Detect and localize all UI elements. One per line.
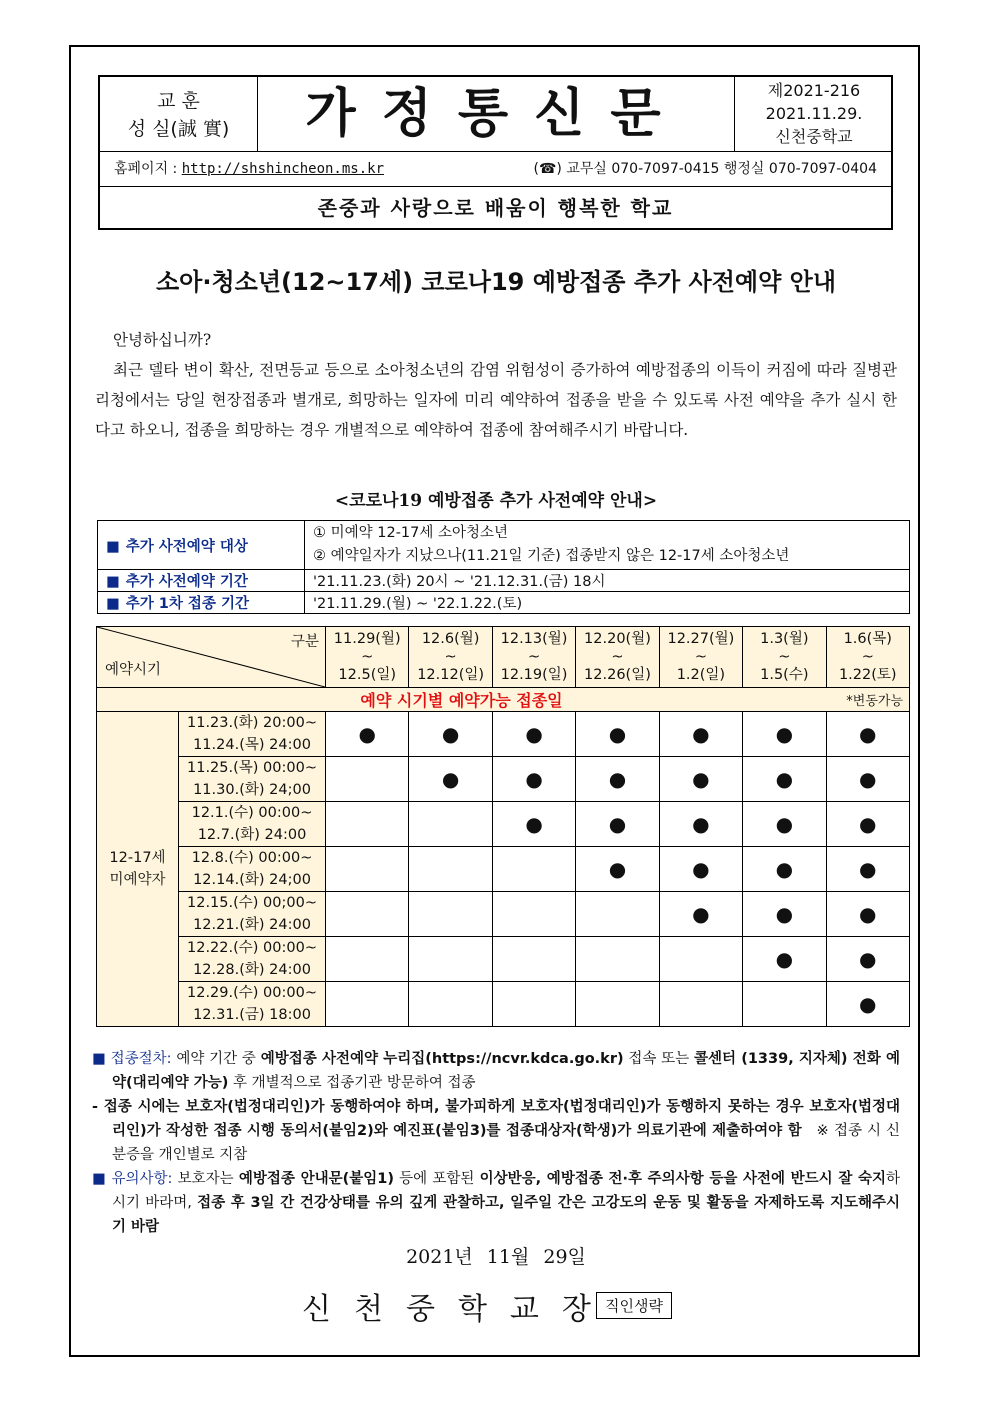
period-to: 12.7.(화) 24:00 bbox=[197, 827, 307, 843]
period-from: 11.25.(목) 00:00~ bbox=[187, 760, 317, 776]
table-row bbox=[97, 802, 910, 847]
period-to: 12.14.(화) 24;00 bbox=[193, 872, 311, 888]
available-dot-icon: ● bbox=[608, 722, 627, 746]
table-row bbox=[97, 757, 910, 802]
phone-numbers: (☎) 교무실 070-7097-0415 행정실 070-7097-0404 bbox=[533, 161, 877, 177]
row-header-label: 예약시기 bbox=[105, 662, 162, 678]
column-from: 12.20(월) bbox=[584, 631, 651, 647]
available-dot-icon: ● bbox=[525, 812, 543, 836]
available-dot-icon: ● bbox=[775, 947, 794, 971]
available-dot-icon: ● bbox=[692, 812, 710, 836]
column-tilde: ~ bbox=[861, 649, 874, 665]
availability-cell bbox=[826, 802, 909, 847]
column-from: 1.3(월) bbox=[760, 631, 809, 647]
period-from: 12.29.(수) 00:00~ bbox=[187, 985, 317, 1001]
document-title: 가정통신문 bbox=[305, 83, 687, 144]
availability-cell bbox=[659, 847, 742, 892]
availability-cell bbox=[409, 802, 492, 847]
available-dot-icon: ● bbox=[692, 722, 710, 746]
period-from: 12.8.(수) 00:00~ bbox=[191, 850, 313, 866]
schedule-header-row bbox=[97, 627, 910, 688]
greeting: 안녕하십니까? bbox=[113, 331, 212, 349]
issue-number: 제2021-216 bbox=[767, 81, 861, 100]
availability-cell bbox=[492, 847, 575, 892]
availability-cell bbox=[743, 847, 826, 892]
available-dot-icon: ● bbox=[775, 722, 794, 746]
info-label-vaccination: ■ 추가 1차 접종 기간 bbox=[98, 592, 305, 614]
availability-cell bbox=[576, 757, 659, 802]
availability-cell bbox=[492, 802, 575, 847]
available-dot-icon: ● bbox=[775, 767, 794, 791]
caution-note: ■ 유의사항: 보호자는 예방접종 안내문(붙임1) 등에 포함된 이상반응, 예방접종 전·후 주의사항 등을 사전에 반드시 잘 숙지하시기 바라며, 접종 후 3일 간 건강상태를 유의 깊게 관찰하고, 일주일 간은 고강도의 운동 및 활동을 자제하도록 지도해주시기 바람 bbox=[92, 1171, 901, 1235]
available-dot-icon: ● bbox=[692, 902, 710, 926]
schedule-note: *변동가능 bbox=[826, 688, 909, 712]
target-item-2: ② 예약일자가 지났으나(11.21일 기준) 접종받지 않은 12-17세 소아청소년 bbox=[313, 548, 790, 564]
schedule-column-header bbox=[492, 627, 575, 688]
school-name: 신천중학교 bbox=[775, 127, 853, 146]
availability-cell bbox=[659, 712, 742, 757]
column-from: 12.13(월) bbox=[500, 631, 568, 647]
availability-cell bbox=[576, 712, 659, 757]
availability-cell bbox=[826, 757, 909, 802]
availability-cell bbox=[409, 892, 492, 937]
schedule-caption: 예약 시기별 예약가능 접종일 bbox=[97, 688, 827, 712]
available-dot-icon: ● bbox=[775, 812, 794, 836]
motto-label: 교 훈 bbox=[157, 90, 200, 112]
availability-cell bbox=[326, 847, 409, 892]
availability-cell bbox=[326, 982, 409, 1027]
period-to: 11.24.(목) 24:00 bbox=[193, 737, 311, 753]
column-to: 1.2(일) bbox=[676, 667, 726, 683]
availability-cell bbox=[743, 757, 826, 802]
table-row bbox=[97, 847, 910, 892]
available-dot-icon: ● bbox=[859, 812, 877, 836]
issue-date: 2021.11.29. bbox=[765, 104, 863, 123]
procedure-note: ■ 접종절차: 예약 기간 중 예방접종 사전예약 누리집(https://ncvr.kdca.go.kr) 접속 또는 콜센터 (1339, 지자체) 전화 예약(대리예약 가능) 후 개별적으로 접종기관 방문하여 접종 bbox=[92, 1051, 901, 1091]
column-header-label: 구분 bbox=[290, 634, 319, 650]
period-from: 12.1.(수) 00:00~ bbox=[191, 805, 313, 821]
schedule-column-header bbox=[326, 627, 409, 688]
column-tilde: ~ bbox=[361, 649, 374, 665]
notes-section bbox=[92, 1047, 900, 1239]
availability-cell bbox=[743, 802, 826, 847]
letter-header bbox=[98, 75, 893, 230]
available-dot-icon: ● bbox=[859, 767, 877, 791]
reservation-period bbox=[179, 892, 326, 937]
available-dot-icon: ● bbox=[775, 857, 794, 881]
guardian-note: - 접종 시에는 보호자(법정대리인)가 동행하여야 하며, 불가피하게 보호자(법정대리인)가 동행하지 못하는 경우 보호자(법정대리인)가 작성한 접종 시행 동의서(붙임2)와 예진표(붙임3)를 접종대상자(학생)가 의료기관에 제출하여야 함 ※ 접종 시 신분증을 개인별로 지참 bbox=[92, 1099, 901, 1163]
available-dot-icon: ● bbox=[525, 722, 543, 746]
target-item-1: ① 미예약 12-17세 소아청소년 bbox=[313, 525, 509, 541]
info-value-target bbox=[305, 521, 910, 570]
schedule-column-header bbox=[576, 627, 659, 688]
school-slogan: 존중과 사랑으로 배움이 행복한 학교 bbox=[317, 196, 674, 220]
availability-cell bbox=[576, 937, 659, 982]
schedule-column-header bbox=[826, 627, 909, 688]
info-label-target: ■ 추가 사전예약 대상 bbox=[98, 521, 305, 570]
availability-cell bbox=[326, 712, 409, 757]
info-value-vaccination: '21.11.29.(월) ~ '22.1.22.(토) bbox=[305, 592, 910, 614]
info-value-period: '21.11.23.(화) 20시 ~ '21.12.31.(금) 18시 bbox=[305, 570, 910, 592]
period-to: 11.30.(화) 24;00 bbox=[193, 782, 311, 798]
column-from: 12.6(월) bbox=[421, 631, 480, 647]
reservation-period bbox=[179, 847, 326, 892]
availability-cell bbox=[576, 982, 659, 1027]
schedule-caption-row bbox=[97, 688, 910, 712]
homepage bbox=[114, 152, 384, 186]
column-tilde: ~ bbox=[694, 649, 707, 665]
availability-cell bbox=[826, 937, 909, 982]
availability-cell bbox=[326, 937, 409, 982]
available-dot-icon: ● bbox=[608, 857, 627, 881]
table-row bbox=[97, 982, 910, 1027]
availability-cell bbox=[326, 802, 409, 847]
availability-cell bbox=[492, 982, 575, 1027]
info-row-period bbox=[98, 570, 910, 592]
availability-cell bbox=[409, 937, 492, 982]
principal-signature: 신천중학교장 bbox=[302, 1292, 614, 1327]
available-dot-icon: ● bbox=[608, 812, 627, 836]
availability-cell bbox=[743, 712, 826, 757]
schedule-column-header bbox=[409, 627, 492, 688]
procedure-label: 접종절차: bbox=[110, 1051, 172, 1067]
available-dot-icon: ● bbox=[859, 902, 877, 926]
column-tilde: ~ bbox=[527, 649, 541, 665]
table-row bbox=[97, 937, 910, 982]
available-dot-icon: ● bbox=[441, 767, 460, 791]
availability-cell bbox=[492, 757, 575, 802]
availability-cell bbox=[659, 937, 742, 982]
period-to: 12.28.(화) 24:00 bbox=[193, 962, 311, 978]
availability-cell bbox=[409, 982, 492, 1027]
column-tilde: ~ bbox=[444, 649, 457, 665]
homepage-link[interactable]: http://shshincheon.ms.kr bbox=[181, 161, 385, 177]
seal-omitted-box: 직인생략 bbox=[596, 1292, 672, 1319]
info-row-target bbox=[98, 521, 910, 570]
reservation-period bbox=[179, 937, 326, 982]
availability-cell bbox=[576, 847, 659, 892]
schedule-column-header bbox=[659, 627, 742, 688]
schedule-corner-header bbox=[97, 627, 326, 688]
column-from: 12.27(월) bbox=[667, 631, 735, 647]
table-row bbox=[97, 892, 910, 937]
notice-body bbox=[95, 325, 897, 445]
available-dot-icon: ● bbox=[441, 722, 460, 746]
target-group-label bbox=[97, 712, 179, 1027]
availability-cell bbox=[409, 847, 492, 892]
column-to: 1.5(수) bbox=[760, 667, 809, 683]
availability-cell bbox=[826, 847, 909, 892]
availability-cell bbox=[659, 757, 742, 802]
column-to: 12.5(일) bbox=[338, 667, 397, 683]
availability-cell bbox=[409, 757, 492, 802]
column-from: 11.29(월) bbox=[333, 631, 401, 647]
schedule-table bbox=[96, 626, 910, 1027]
schedule-column-header bbox=[743, 627, 826, 688]
period-from: 12.15.(수) 00;00~ bbox=[187, 895, 317, 911]
available-dot-icon: ● bbox=[859, 857, 877, 881]
group-line-2: 미예약자 bbox=[109, 872, 166, 888]
schedule-body bbox=[97, 712, 910, 1027]
availability-cell bbox=[576, 892, 659, 937]
availability-cell bbox=[743, 937, 826, 982]
column-to: 12.26(일) bbox=[584, 667, 651, 683]
reservation-period bbox=[179, 982, 326, 1027]
column-from: 1.6(목) bbox=[843, 631, 892, 647]
availability-cell bbox=[826, 712, 909, 757]
issue-info bbox=[734, 77, 893, 151]
availability-cell bbox=[659, 802, 742, 847]
column-to: 12.19(일) bbox=[500, 667, 568, 683]
notice-title: 소아·청소년(12~17세) 코로나19 예방접종 추가 사전예약 안내 bbox=[156, 268, 836, 296]
period-to: 12.31.(금) 18:00 bbox=[193, 1007, 311, 1023]
reservation-period bbox=[179, 757, 326, 802]
available-dot-icon: ● bbox=[692, 767, 710, 791]
issue-footer-date: 2021년 11월 29일 bbox=[406, 1246, 586, 1268]
reservation-info-table bbox=[97, 520, 910, 614]
column-tilde: ~ bbox=[611, 649, 624, 665]
available-dot-icon: ● bbox=[775, 902, 794, 926]
availability-cell bbox=[409, 712, 492, 757]
available-dot-icon: ● bbox=[692, 857, 710, 881]
reservation-period bbox=[179, 802, 326, 847]
homepage-label: 홈페이지 : bbox=[114, 161, 178, 177]
school-motto bbox=[100, 77, 258, 151]
group-line-1: 12-17세 bbox=[109, 850, 166, 866]
availability-cell bbox=[743, 892, 826, 937]
availability-cell bbox=[492, 892, 575, 937]
period-from: 11.23.(화) 20:00~ bbox=[187, 715, 317, 731]
availability-cell bbox=[326, 892, 409, 937]
availability-cell bbox=[326, 757, 409, 802]
contact-bar bbox=[100, 151, 891, 187]
availability-cell bbox=[576, 802, 659, 847]
available-dot-icon: ● bbox=[859, 947, 877, 971]
period-to: 12.21.(화) 24:00 bbox=[193, 917, 311, 933]
column-to: 12.12(일) bbox=[417, 667, 485, 683]
id-card-note: ※ 접종 시 신분증을 개인별로 지참 bbox=[112, 1123, 901, 1163]
availability-cell bbox=[826, 982, 909, 1027]
caution-label: 유의사항: bbox=[111, 1171, 173, 1187]
availability-cell bbox=[659, 892, 742, 937]
info-label-period: ■ 추가 사전예약 기간 bbox=[98, 570, 305, 592]
motto-text: 성 실(誠 實) bbox=[127, 118, 230, 140]
column-tilde: ~ bbox=[778, 649, 791, 665]
available-dot-icon: ● bbox=[525, 767, 543, 791]
availability-cell bbox=[659, 982, 742, 1027]
available-dot-icon: ● bbox=[608, 767, 627, 791]
info-row-vaccination bbox=[98, 592, 910, 614]
body-paragraph: 최근 델타 변이 확산, 전면등교 등으로 소아청소년의 감염 위험성이 증가하여 예방접종의 이득이 커짐에 따라 질병관리청에서는 당일 현장접종과 별개로, 희망하는 일자에 미리 예약하여 접종을 받을 수 있도록 사전 예약을 추가 실시 한다고 하오니, 접종을 희망하는 경우 개별적으로 예약하여 접종에 참여해주시기 바랍니다. bbox=[95, 361, 897, 439]
availability-cell bbox=[743, 982, 826, 1027]
period-from: 12.22.(수) 00:00~ bbox=[187, 940, 317, 956]
table-row bbox=[97, 712, 910, 757]
column-to: 1.22(토) bbox=[838, 667, 897, 683]
available-dot-icon: ● bbox=[859, 992, 877, 1016]
available-dot-icon: ● bbox=[859, 722, 877, 746]
available-dot-icon: ● bbox=[358, 722, 376, 746]
availability-cell bbox=[492, 712, 575, 757]
availability-cell bbox=[826, 892, 909, 937]
availability-cell bbox=[492, 937, 575, 982]
reservation-period bbox=[179, 712, 326, 757]
section-title: <코로나19 예방접종 추가 사전예약 안내> bbox=[334, 491, 658, 511]
